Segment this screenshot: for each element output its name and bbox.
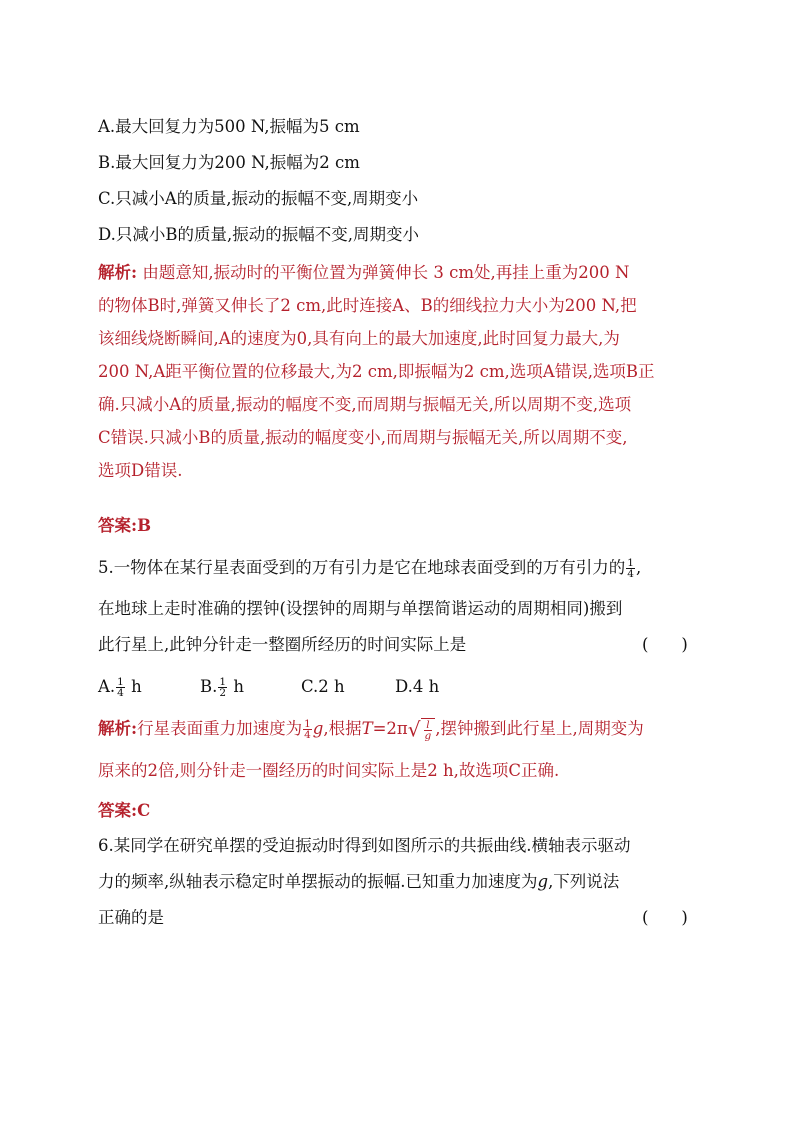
q5-stem-line-3: 此行星上,此钟分针走一整圈所经历的时间实际上是 <box>98 635 467 654</box>
q4-analysis-line-7: 选项D错误. <box>98 461 183 480</box>
q4-analysis-line-3: 该细线烧断瞬间,A的速度为0,具有向上的最大加速度,此时回复力最大,为 <box>98 329 620 348</box>
q5-option-a-numerator: 1 <box>117 676 124 688</box>
q5-option-b-fraction <box>218 677 227 698</box>
q4-answer-value: B <box>137 516 152 535</box>
q5-analysis-radicand-numerator: l <box>424 720 433 731</box>
q5-analysis-line-2: 原来的2倍,则分针走一圈经历的时间实际上是2 h,故选项C正确. <box>98 761 560 780</box>
q5-answer-paren: ( ) <box>642 635 688 654</box>
q5-fraction <box>626 558 635 579</box>
q4-analysis-line-1 <box>98 262 708 284</box>
q5-analysis-pre: 行星表面重力加速度为 <box>137 719 303 738</box>
q4-analysis-label: 解析: <box>98 263 138 282</box>
q6-stem-line-2 <box>98 871 708 893</box>
q5-analysis-radicand-fraction <box>424 720 433 741</box>
q5-answer-label: 答案: <box>98 801 138 820</box>
q4-analysis-line-2: 的物体B时,弹簧又伸长了2 cm,此时连接A、B的细线拉力大小为200 N,把 <box>98 296 637 315</box>
q5-analysis-fraction-numerator: 1 <box>304 718 311 730</box>
q5-option-b-unit: h <box>233 677 244 696</box>
q4-answer <box>98 515 708 537</box>
q4-analysis-line-5: 确.只减小A的质量,振动的幅度不变,而周期与振幅无关,所以周期不变,选项 <box>98 395 632 414</box>
q5-stem-line-2: 在地球上走时准确的摆钟(设摆钟的周期与单摆简谐运动的周期相同)搬到 <box>98 599 623 618</box>
q5-stem-comma: , <box>635 558 642 577</box>
q5-option-d: D.4 h <box>395 677 440 696</box>
q5-answer-value: C <box>137 801 151 820</box>
q5-option-a-fraction <box>116 677 125 698</box>
q6-stem-line-1: 6.某同学在研究单摆的受迫振动时得到如图所示的共振曲线.横轴表示驱动 <box>98 836 631 855</box>
q5-analysis-line-1 <box>98 718 708 741</box>
q5-analysis-label: 解析: <box>98 719 138 738</box>
sqrt-radical-sign: √ <box>407 717 421 742</box>
q5-option-c: C.2 h <box>301 677 345 696</box>
q5-analysis-formula-t: T <box>361 719 373 738</box>
q6-stem-text-2: 力的频率,纵轴表示稳定时单摆振动的振幅.已知重力加速度为 <box>98 872 538 891</box>
q5-analysis-g: g <box>312 719 324 738</box>
q5-option-a <box>98 676 142 698</box>
q5-option-b-denominator: 2 <box>219 687 227 699</box>
q4-analysis-line-6: C错误.只减小B的质量,振动的幅度变小,而周期与振幅无关,所以周期不变, <box>98 428 628 447</box>
q5-analysis-formula-eq: =2π <box>372 719 408 738</box>
q6-stem-line-3: 正确的是 <box>98 908 164 927</box>
q4-option-a: A.最大回复力为500 N,振幅为5 cm <box>98 117 360 136</box>
q5-analysis-radicand <box>421 718 436 741</box>
q5-analysis-fraction <box>303 719 312 740</box>
q5-option-b <box>200 676 244 698</box>
q5-stem-line-1 <box>98 557 708 579</box>
q4-analysis-line-4: 200 N,A距平衡位置的位移最大,为2 cm,即振幅为2 cm,选项A错误,选项B正 <box>98 362 655 381</box>
q5-analysis-radicand-denominator: g <box>424 730 432 742</box>
q5-option-a-denominator: 4 <box>117 687 124 699</box>
q4-option-c: C.只减小A的质量,振动的振幅不变,周期变小 <box>98 189 419 208</box>
q5-stem-text-1: 5.一物体在某行星表面受到的万有引力是它在地球表面受到的万有引力的 <box>98 558 626 577</box>
q5-option-a-label: A. <box>98 677 116 696</box>
q6-stem-g: g <box>537 872 549 891</box>
q5-option-a-unit: h <box>131 677 142 696</box>
q4-option-b: B.最大回复力为200 N,振幅为2 cm <box>98 153 360 172</box>
q6-answer-paren: ( ) <box>642 908 688 927</box>
q4-analysis-text-1: 由题意知,振动时的平衡位置为弹簧伸长 3 cm处,再挂上重为200 N <box>142 263 630 282</box>
q4-option-d: D.只减小B的质量,振动的振幅不变,周期变小 <box>98 225 420 244</box>
q5-analysis-fraction-denominator: 4 <box>304 729 311 741</box>
q5-fraction-numerator: 1 <box>627 557 634 569</box>
q5-answer <box>98 800 708 822</box>
q5-option-b-numerator: 1 <box>219 676 227 688</box>
q6-stem-text-2-end: ,下列说法 <box>548 872 620 891</box>
q5-analysis-sqrt <box>408 718 435 741</box>
q4-answer-label: 答案: <box>98 516 138 535</box>
q5-fraction-denominator: 4 <box>627 568 634 580</box>
q5-option-b-label: B. <box>200 677 218 696</box>
q5-analysis-mid: ,根据 <box>323 719 362 738</box>
q5-analysis-post: ,摆钟搬到此行星上,周期变为 <box>435 719 644 738</box>
